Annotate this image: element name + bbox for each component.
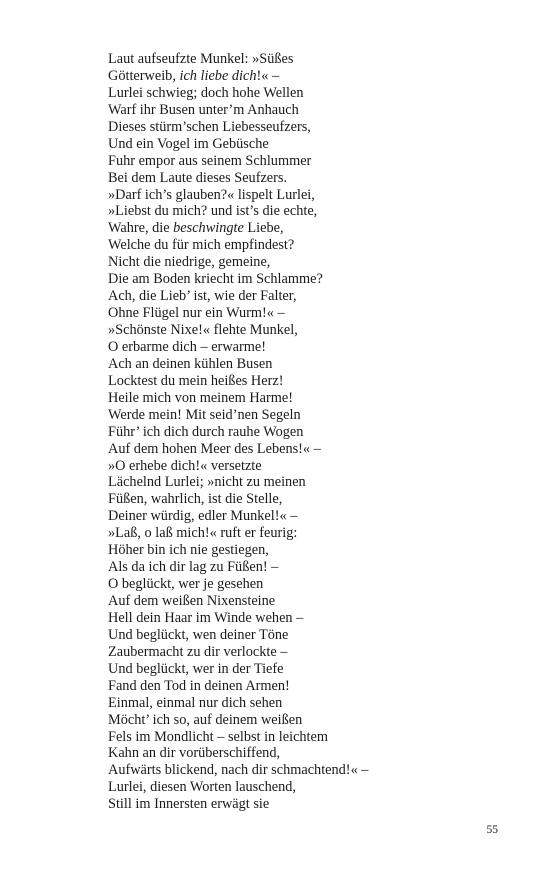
poem-line-italic-text: beschwingte (173, 220, 244, 237)
poem-line (108, 729, 518, 746)
poem-line (108, 102, 518, 119)
poem-line-text: Führ’ ich dich durch rauhe Wogen (108, 423, 304, 440)
poem-line (108, 610, 518, 627)
poem-line-text: Locktest du mein heißes Herz! (108, 372, 284, 389)
poem-line (108, 559, 518, 576)
poem-line-text: Liebe, (243, 220, 284, 237)
poem-line-text: !« – (256, 67, 280, 84)
poem-line (108, 627, 518, 644)
poem-line (108, 424, 518, 441)
poem-line-text: Wahre, die (108, 220, 174, 237)
poem-line (108, 695, 518, 712)
poem-line-text: »Darf ich’s glauben?« lispelt Lurlei, (108, 186, 315, 203)
poem-line (108, 593, 518, 610)
poem-line-text: Höher bin ich nie gestiegen, (108, 542, 269, 559)
poem-line (108, 153, 518, 170)
poem-line-text: Welche du für mich empfindest? (108, 237, 295, 254)
poem-line (108, 187, 518, 204)
poem-line (108, 508, 518, 525)
poem-line-text: Ach an deinen kühlen Busen (108, 355, 273, 372)
poem-line (108, 170, 518, 187)
poem-line (108, 339, 518, 356)
poem-line-text: Dieses stürm’schen Liebesseufzers, (108, 118, 311, 135)
poem-line (108, 678, 518, 695)
poem-line (108, 458, 518, 475)
poem-line-text: »Laß, o laß mich!« ruft er feurig: (108, 525, 298, 542)
poem-line-text: O erbarme dich – erwarme! (108, 338, 266, 355)
poem-line-text: Still im Innersten erwägt sie (108, 796, 270, 813)
poem-line (108, 542, 518, 559)
poem-line (108, 525, 518, 542)
poem-line (108, 322, 518, 339)
poem-line (108, 356, 518, 373)
poem-line (108, 407, 518, 424)
poem-line-text: Die am Boden kriecht im Schlamme? (108, 271, 323, 288)
poem-line-text: »O erhebe dich!« versetzte (108, 457, 262, 474)
poem-line-text: Als da ich dir lag zu Füßen! – (108, 559, 279, 576)
poem-line-text: Zaubermacht zu dir verlockte – (108, 643, 288, 660)
poem-line (108, 441, 518, 458)
poem-line (108, 576, 518, 593)
poem-line (108, 491, 518, 508)
poem-line-text: Heile mich von meinem Harme! (108, 389, 294, 406)
poem-line (108, 237, 518, 254)
poem-line-text: Lächelnd Lurlei; »nicht zu meinen (108, 474, 306, 491)
poem-line-text: Lurlei schwieg; doch hohe Wellen (108, 84, 304, 101)
poem-line-text: Auf dem weißen Nixensteine (108, 593, 276, 609)
poem-line-text: Laut aufseufzte Munkel: »Süßes (108, 51, 294, 67)
poem-line (108, 779, 518, 796)
poem-line-text: Fuhr empor aus seinem Schlummer (108, 152, 312, 169)
poem-line-text: Und beglückt, wer in der Tiefe (108, 660, 284, 677)
poem-text (108, 51, 518, 813)
poem-line-text: Hell dein Haar im Winde wehen – (108, 609, 304, 626)
poem-line (108, 796, 518, 813)
poem-line-text: Aufwärts blickend, nach dir schmachtend!« – (108, 762, 369, 779)
poem-line-text: Ach, die Lieb’ ist, wie der Falter, (108, 288, 297, 305)
poem-line (108, 254, 518, 271)
poem-line (108, 288, 518, 305)
poem-line (108, 220, 518, 237)
poem-line-italic-text: ich liebe dich (179, 67, 257, 84)
poem-line-text: »Liebst du mich? und ist’s die echte, (108, 203, 318, 220)
poem-line (108, 644, 518, 661)
poem-line-text: O beglückt, wer je gesehen (108, 576, 264, 593)
poem-line-text: Nicht die niedrige, gemeine, (108, 254, 271, 271)
poem-line (108, 474, 518, 491)
poem-line (108, 203, 518, 220)
poem-line-text: »Schönste Nixe!« flehte Munkel, (108, 322, 298, 338)
poem-line (108, 762, 518, 779)
poem-line (108, 85, 518, 102)
poem-line (108, 661, 518, 678)
poem-line-text: Werde mein! Mit seid’nen Segeln (108, 406, 301, 423)
poem-line-text: Füßen, wahrlich, ist die Stelle, (108, 491, 283, 508)
poem-line-text: Lurlei, diesen Worten lauschend, (108, 779, 296, 796)
poem-line-text: Deiner würdig, edler Munkel!« – (108, 508, 298, 525)
poem-line (108, 119, 518, 136)
poem-line (108, 271, 518, 288)
poem-line-text: Einmal, einmal nur dich sehen (108, 694, 283, 711)
poem-line-text: Götterweib, (108, 67, 180, 84)
poem-line (108, 68, 518, 85)
poem-line-text: Warf ihr Busen unter’m Anhauch (108, 101, 299, 118)
poem-line (108, 712, 518, 729)
poem-line (108, 136, 518, 153)
poem-line (108, 390, 518, 407)
poem-line-text: Auf dem hohen Meer des Lebens!« – (108, 440, 321, 457)
poem-line (108, 373, 518, 390)
poem-line-text: Fels im Mondlicht – selbst in leichtem (108, 728, 328, 745)
poem-line-text: Und ein Vogel im Gebüsche (108, 135, 269, 152)
poem-line-text: Kahn an dir vorüberschiffend, (108, 745, 281, 762)
poem-line-text: Und beglückt, wen deiner Töne (108, 626, 289, 643)
page-number: 55 (486, 824, 498, 836)
poem-line (108, 51, 518, 68)
poem-line (108, 745, 518, 762)
poem-line-text: Fand den Tod in deinen Armen! (108, 677, 290, 694)
poem-line-text: Bei dem Laute dieses Seufzers. (108, 169, 288, 186)
poem-line-text: Möcht’ ich so, auf deinem weißen (108, 711, 303, 728)
poem-line (108, 305, 518, 322)
poem-line-text: Ohne Flügel nur ein Wurm!« – (108, 305, 285, 322)
